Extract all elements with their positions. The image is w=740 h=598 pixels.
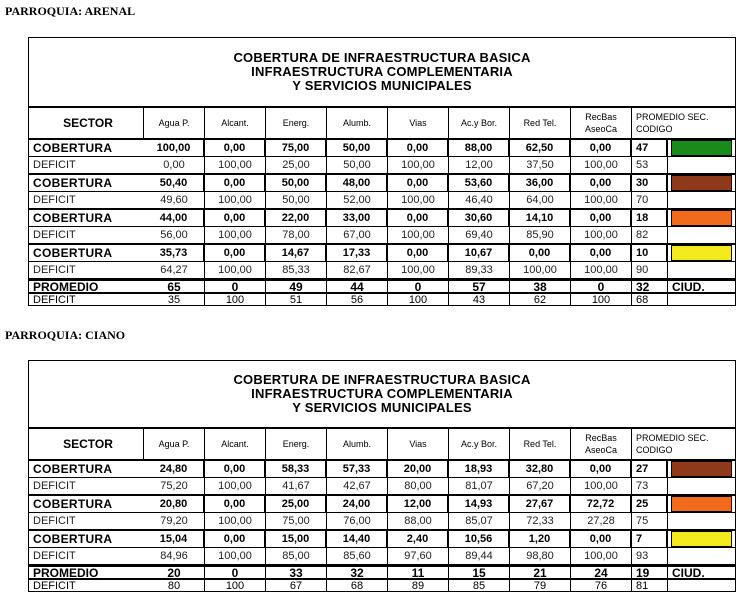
- promedio-cell: 81: [632, 580, 668, 591]
- value-cell: 76: [571, 580, 632, 591]
- promedio-cell: 47: [632, 140, 668, 156]
- cobertura-row: [29, 459, 735, 477]
- value-cell: 20: [144, 567, 205, 578]
- codigo-cell: [668, 548, 735, 565]
- promedio-cell: 90: [632, 262, 668, 279]
- deficit-row: [29, 156, 735, 174]
- value-cell: 21: [510, 567, 571, 578]
- value-cell: 14,93: [449, 496, 510, 512]
- row-label: COBERTURA: [33, 210, 113, 225]
- value-cell: 0,00: [144, 157, 205, 174]
- header-row: [29, 108, 735, 138]
- row-label: DEFICIT: [33, 549, 76, 562]
- value-cell: 69,40: [449, 227, 510, 244]
- value-cell: 27,67: [510, 496, 571, 512]
- value-cell: 100,00: [205, 227, 266, 244]
- value-cell: 11: [388, 567, 449, 578]
- value-cell: 14,40: [327, 531, 388, 547]
- value-cell: 62: [510, 294, 571, 305]
- codigo-cell: [668, 478, 735, 495]
- section-title: PARROQUIA: CIANO: [5, 328, 126, 342]
- value-cell: 85,33: [266, 262, 327, 279]
- value-cell: 100: [205, 294, 266, 305]
- table-title: [29, 38, 735, 108]
- value-cell: 15: [449, 567, 510, 578]
- value-cell: 85,90: [510, 227, 571, 244]
- value-cell: 25,00: [266, 496, 327, 512]
- promedio-cell: 18: [632, 210, 668, 226]
- value-cell: 85: [449, 580, 510, 591]
- row-label: COBERTURA: [33, 140, 113, 155]
- value-cell: 0,00: [571, 245, 632, 261]
- row-label: DEFICIT: [33, 479, 76, 492]
- value-cell: 100,00: [205, 262, 266, 279]
- value-cell: 43: [449, 294, 510, 305]
- promedio-row: [29, 278, 735, 292]
- cobertura-row: [29, 494, 735, 512]
- value-cell: 50,00: [327, 157, 388, 174]
- value-cell: 0,00: [571, 140, 632, 156]
- header-recbas: [571, 429, 632, 459]
- value-cell: 56: [327, 294, 388, 305]
- value-cell: 100: [205, 580, 266, 591]
- row-label: COBERTURA: [33, 245, 113, 260]
- promedio-cell: 30: [632, 175, 668, 191]
- value-cell: 33,00: [327, 210, 388, 226]
- title-line: Y SERVICIOS MUNICIPALES: [292, 78, 472, 93]
- promedio-deficit-row: [29, 292, 735, 305]
- promedio-cell: 82: [632, 227, 668, 244]
- row-label: DEFICIT: [33, 294, 76, 305]
- value-cell: 58,33: [266, 461, 327, 477]
- value-cell: 35: [144, 294, 205, 305]
- row-label: PROMEDIO: [33, 281, 99, 292]
- table-block-ciano: [28, 360, 736, 592]
- value-cell: 1,20: [510, 531, 571, 547]
- color-code-swatch: [671, 531, 732, 547]
- value-cell: 89,44: [449, 548, 510, 565]
- header-recbas-line1: RecBas: [585, 112, 617, 122]
- header-cell: Ac.y Bor.: [449, 429, 510, 459]
- value-cell: 18,93: [449, 461, 510, 477]
- value-cell: 44,00: [144, 210, 205, 226]
- value-cell: 24,80: [144, 461, 205, 477]
- color-code-swatch: [671, 140, 732, 156]
- header-cell: Red Tel.: [510, 429, 571, 459]
- value-cell: 88,00: [449, 140, 510, 156]
- value-cell: 98,80: [510, 548, 571, 565]
- header-promedio: [632, 429, 735, 459]
- color-code-swatch: [671, 461, 732, 477]
- value-cell: 0,00: [388, 140, 449, 156]
- table-title: [29, 361, 735, 429]
- value-cell: 100,00: [510, 262, 571, 279]
- deficit-row: [29, 512, 735, 530]
- value-cell: 0,00: [205, 210, 266, 226]
- codigo-cell: [668, 294, 735, 305]
- header-recbas-line2: AseoCa: [584, 445, 618, 455]
- promedio-cell: 70: [632, 192, 668, 209]
- value-cell: 67: [266, 580, 327, 591]
- value-cell: 0,00: [205, 140, 266, 156]
- value-cell: 56,00: [144, 227, 205, 244]
- color-code-swatch: [671, 175, 732, 191]
- header-cell: Red Tel.: [510, 108, 571, 138]
- header-recbas-line1: RecBas: [585, 433, 617, 443]
- value-cell: 0,00: [571, 461, 632, 477]
- row-label: COBERTURA: [33, 531, 113, 546]
- value-cell: 0: [571, 281, 632, 292]
- value-cell: 0,00: [388, 210, 449, 226]
- value-cell: 35,73: [144, 245, 205, 261]
- value-cell: 24,00: [327, 496, 388, 512]
- header-cell: Vias: [388, 108, 449, 138]
- value-cell: 64,27: [144, 262, 205, 279]
- value-cell: 76,00: [327, 513, 388, 530]
- codigo-cell: [668, 227, 735, 244]
- promedio-cell: 73: [632, 478, 668, 495]
- codigo-cell: [668, 245, 735, 261]
- value-cell: 15,04: [144, 531, 205, 547]
- value-cell: 79: [510, 580, 571, 591]
- value-cell: 42,67: [327, 478, 388, 495]
- value-cell: 50,00: [327, 140, 388, 156]
- row-label: DEFICIT: [33, 263, 76, 276]
- value-cell: 85,00: [266, 548, 327, 565]
- value-cell: 22,00: [266, 210, 327, 226]
- value-cell: 0,00: [388, 175, 449, 191]
- row-label: COBERTURA: [33, 461, 113, 476]
- value-cell: 20,80: [144, 496, 205, 512]
- value-cell: 97,60: [388, 548, 449, 565]
- value-cell: 50,00: [266, 192, 327, 209]
- ciud-label: CIUD.: [672, 567, 705, 578]
- value-cell: 12,00: [449, 157, 510, 174]
- value-cell: 49: [266, 281, 327, 292]
- row-label: DEFICIT: [33, 514, 76, 527]
- header-recbas: [571, 108, 632, 138]
- codigo-cell: [668, 496, 735, 512]
- value-cell: 67,20: [510, 478, 571, 495]
- value-cell: 82,67: [327, 262, 388, 279]
- value-cell: 10,56: [449, 531, 510, 547]
- value-cell: 0,00: [571, 210, 632, 226]
- value-cell: 79,20: [144, 513, 205, 530]
- header-cell: Vias: [388, 429, 449, 459]
- header-cell: Ac.y Bor.: [449, 108, 510, 138]
- header-sector: SECTOR: [29, 108, 144, 138]
- header-codigo: CODIGO: [636, 124, 673, 134]
- value-cell: 100,00: [571, 227, 632, 244]
- header-cell: Energ.: [266, 429, 327, 459]
- promedio-cell: 27: [632, 461, 668, 477]
- value-cell: 25,00: [266, 157, 327, 174]
- value-cell: 67,00: [327, 227, 388, 244]
- deficit-row: [29, 191, 735, 209]
- header-cell: Energ.: [266, 108, 327, 138]
- header-cell: Agua P.: [144, 429, 205, 459]
- codigo-cell: [668, 140, 735, 156]
- title-line: INFRAESTRUCTURA COMPLEMENTARIA: [251, 386, 513, 401]
- title-line: COBERTURA DE INFRAESTRUCTURA BASICA: [233, 372, 531, 387]
- value-cell: 84,96: [144, 548, 205, 565]
- value-cell: 36,00: [510, 175, 571, 191]
- value-cell: 0,00: [388, 245, 449, 261]
- value-cell: 0,00: [205, 531, 266, 547]
- value-cell: 57,33: [327, 461, 388, 477]
- value-cell: 32,80: [510, 461, 571, 477]
- codigo-cell: [668, 580, 735, 591]
- header-cell: Agua P.: [144, 108, 205, 138]
- value-cell: 0: [388, 281, 449, 292]
- cobertura-row: [29, 529, 735, 547]
- value-cell: 68: [327, 580, 388, 591]
- value-cell: 78,00: [266, 227, 327, 244]
- value-cell: 0,00: [205, 175, 266, 191]
- header-promedio-line1: PROMEDIO SEC.: [636, 433, 709, 443]
- value-cell: 0,00: [205, 245, 266, 261]
- value-cell: 57: [449, 281, 510, 292]
- deficit-row: [29, 477, 735, 495]
- value-cell: 37,50: [510, 157, 571, 174]
- table-block-arenal: [28, 37, 736, 306]
- value-cell: 48,00: [327, 175, 388, 191]
- value-cell: 20,00: [388, 461, 449, 477]
- value-cell: 14,67: [266, 245, 327, 261]
- value-cell: 52,00: [327, 192, 388, 209]
- value-cell: 0,00: [205, 496, 266, 512]
- codigo-cell: [668, 531, 735, 547]
- value-cell: 65: [144, 281, 205, 292]
- value-cell: 30,60: [449, 210, 510, 226]
- deficit-row: [29, 261, 735, 279]
- header-sector: SECTOR: [29, 429, 144, 459]
- value-cell: 100,00: [571, 548, 632, 565]
- value-cell: 33: [266, 567, 327, 578]
- row-label: DEFICIT: [33, 193, 76, 206]
- cobertura-row: [29, 138, 735, 156]
- value-cell: 80,00: [388, 478, 449, 495]
- value-cell: 12,00: [388, 496, 449, 512]
- value-cell: 100,00: [205, 513, 266, 530]
- promedio-cell: 25: [632, 496, 668, 512]
- value-cell: 0,00: [571, 175, 632, 191]
- row-label: PROMEDIO: [33, 567, 99, 578]
- value-cell: 88,00: [388, 513, 449, 530]
- codigo-cell: [668, 157, 735, 174]
- codigo-cell: [668, 461, 735, 477]
- codigo-cell: [668, 192, 735, 209]
- value-cell: 41,67: [266, 478, 327, 495]
- deficit-row: [29, 547, 735, 565]
- value-cell: 10,67: [449, 245, 510, 261]
- row-label: DEFICIT: [33, 158, 76, 171]
- value-cell: 51: [266, 294, 327, 305]
- value-cell: 0: [205, 567, 266, 578]
- promedio-deficit-row: [29, 578, 735, 591]
- value-cell: 72,33: [510, 513, 571, 530]
- color-code-swatch: [671, 245, 732, 261]
- color-code-swatch: [671, 496, 732, 512]
- value-cell: 62,50: [510, 140, 571, 156]
- value-cell: 85,60: [327, 548, 388, 565]
- value-cell: 44: [327, 281, 388, 292]
- codigo-cell: [668, 210, 735, 226]
- value-cell: 100: [571, 294, 632, 305]
- title-line: COBERTURA DE INFRAESTRUCTURA BASICA: [233, 50, 531, 65]
- value-cell: 100,00: [388, 262, 449, 279]
- color-code-swatch: [671, 210, 732, 226]
- value-cell: 81,07: [449, 478, 510, 495]
- cobertura-row: [29, 243, 735, 261]
- header-promedio: [632, 108, 735, 138]
- value-cell: 75,00: [266, 140, 327, 156]
- value-cell: 0,00: [510, 245, 571, 261]
- header-cell: Alumb.: [327, 108, 388, 138]
- value-cell: 100,00: [388, 157, 449, 174]
- value-cell: 14,10: [510, 210, 571, 226]
- row-label: DEFICIT: [33, 228, 76, 241]
- value-cell: 100,00: [571, 478, 632, 495]
- value-cell: 100,00: [205, 192, 266, 209]
- header-cell: Alcant.: [205, 429, 266, 459]
- row-label: COBERTURA: [33, 175, 113, 190]
- value-cell: 49,60: [144, 192, 205, 209]
- value-cell: 2,40: [388, 531, 449, 547]
- value-cell: 100,00: [571, 262, 632, 279]
- value-cell: 100,00: [144, 140, 205, 156]
- value-cell: 0,00: [571, 531, 632, 547]
- cobertura-row: [29, 208, 735, 226]
- header-promedio-line1: PROMEDIO SEC.: [636, 112, 709, 122]
- value-cell: 100,00: [205, 548, 266, 565]
- codigo-cell: [668, 262, 735, 279]
- value-cell: 27,28: [571, 513, 632, 530]
- value-cell: 100,00: [205, 478, 266, 495]
- value-cell: 0: [205, 281, 266, 292]
- section-title: PARROQUIA: ARENAL: [5, 4, 136, 18]
- value-cell: 53,60: [449, 175, 510, 191]
- promedio-cell: 93: [632, 548, 668, 565]
- header-codigo: CODIGO: [636, 445, 673, 455]
- value-cell: 100,00: [571, 157, 632, 174]
- promedio-cell: 75: [632, 513, 668, 530]
- codigo-cell: [668, 175, 735, 191]
- header-recbas-line2: AseoCa: [584, 124, 618, 134]
- value-cell: 32: [327, 567, 388, 578]
- header-cell: Alumb.: [327, 429, 388, 459]
- value-cell: 100: [388, 294, 449, 305]
- value-cell: 0,00: [205, 461, 266, 477]
- value-cell: 46,40: [449, 192, 510, 209]
- title-line: INFRAESTRUCTURA COMPLEMENTARIA: [251, 64, 513, 79]
- value-cell: 24: [571, 567, 632, 578]
- cobertura-row: [29, 173, 735, 191]
- promedio-cell: 7: [632, 531, 668, 547]
- value-cell: 100,00: [571, 192, 632, 209]
- deficit-row: [29, 226, 735, 244]
- title-line: Y SERVICIOS MUNICIPALES: [292, 400, 472, 415]
- value-cell: 75,00: [266, 513, 327, 530]
- value-cell: 100,00: [388, 227, 449, 244]
- value-cell: 89,33: [449, 262, 510, 279]
- value-cell: 72,72: [571, 496, 632, 512]
- promedio-cell: 68: [632, 294, 668, 305]
- codigo-cell: [668, 513, 735, 530]
- value-cell: 80: [144, 580, 205, 591]
- value-cell: 100,00: [388, 192, 449, 209]
- promedio-cell: 19: [632, 567, 668, 578]
- value-cell: 64,00: [510, 192, 571, 209]
- value-cell: 85,07: [449, 513, 510, 530]
- ciud-label: CIUD.: [672, 281, 705, 292]
- value-cell: 50,00: [266, 175, 327, 191]
- promedio-cell: 53: [632, 157, 668, 174]
- header-row: [29, 429, 735, 459]
- value-cell: 75,20: [144, 478, 205, 495]
- header-cell: Alcant.: [205, 108, 266, 138]
- value-cell: 15,00: [266, 531, 327, 547]
- row-label: DEFICIT: [33, 580, 76, 591]
- promedio-cell: 32: [632, 281, 668, 292]
- row-label: COBERTURA: [33, 496, 113, 511]
- value-cell: 100,00: [205, 157, 266, 174]
- value-cell: 89: [388, 580, 449, 591]
- promedio-cell: 10: [632, 245, 668, 261]
- value-cell: 38: [510, 281, 571, 292]
- value-cell: 50,40: [144, 175, 205, 191]
- promedio-row: [29, 564, 735, 578]
- value-cell: 17,33: [327, 245, 388, 261]
